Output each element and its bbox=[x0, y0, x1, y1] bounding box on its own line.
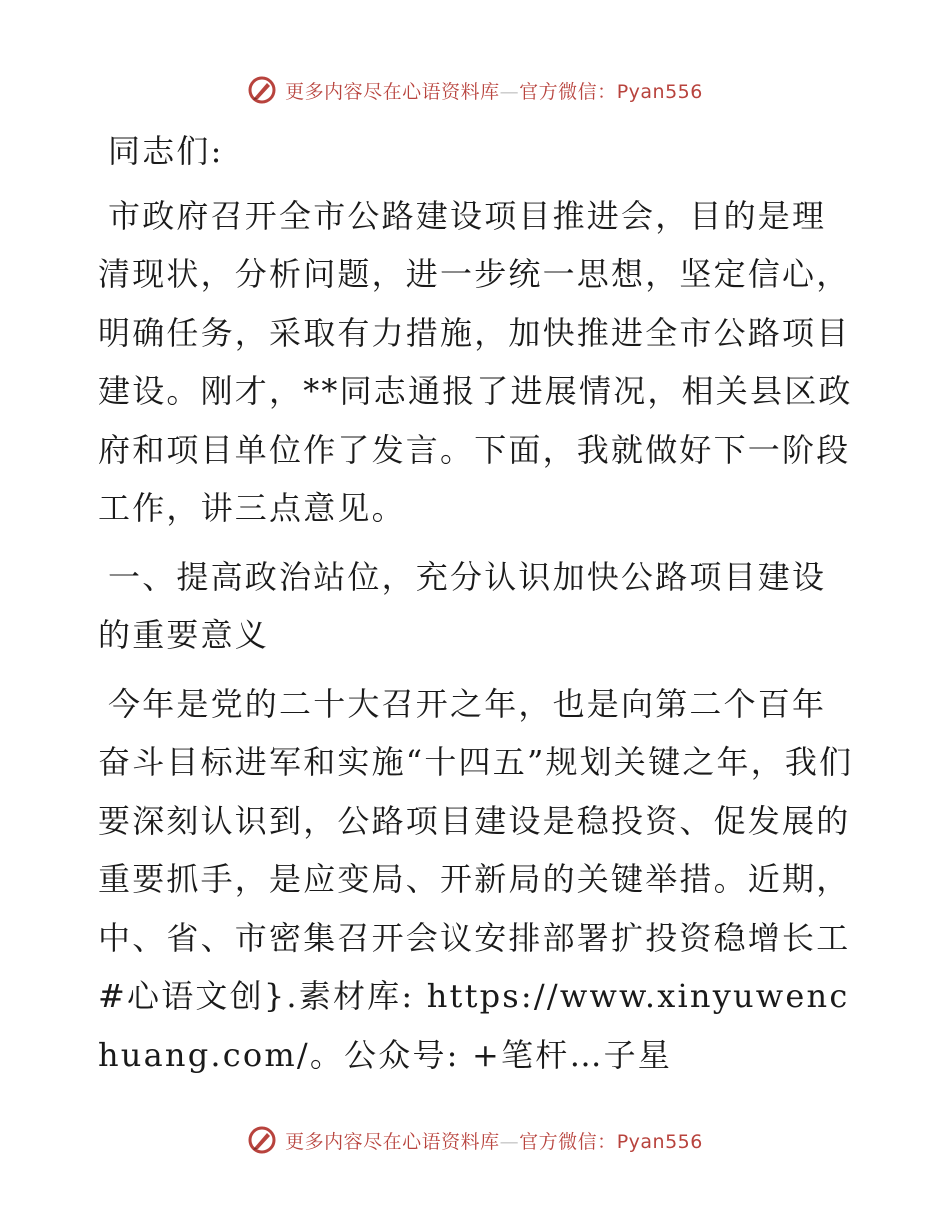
watermark-separator: — bbox=[499, 1130, 520, 1153]
watermark-separator: — bbox=[499, 80, 520, 103]
watermark-account-id: Pyan556 bbox=[616, 1130, 703, 1153]
header-watermark bbox=[0, 70, 950, 110]
pen-logo-icon bbox=[247, 1125, 277, 1155]
watermark-account-id: Pyan556 bbox=[616, 80, 703, 103]
paragraph-intro: 市政府召开全市公路建设项目推进会，目的是理清现状，分析问题，进一步统一思想，坚定信心，明确任务，采取有力措施，加快推进全市公路项目建设。刚才，**同志通报了进展情况，相关县区政府和项目单位作了发言。下面，我就做好下一阶段工作，讲三点意见。 bbox=[98, 196, 853, 527]
watermark-brand: 更多内容尽在心语资料库 bbox=[285, 1130, 500, 1153]
watermark-text bbox=[285, 1127, 703, 1154]
footer-watermark bbox=[0, 1120, 950, 1160]
watermark-account-label: 官方微信： bbox=[519, 1130, 617, 1153]
watermark-text bbox=[285, 77, 703, 104]
salutation: 同志们: bbox=[108, 132, 224, 170]
pen-logo-icon bbox=[247, 75, 277, 105]
paragraph-body: 今年是党的二十大召开之年，也是向第二个百年奋斗目标进军和实施“十四五”规划关键之年，我们要深刻认识到，公路项目建设是稳投资、促发展的重要抓手，是应变局、开新局的关键举措。近期，中、省、市密集召开会议安排部署扩投资稳增长工#心语文创}.素材库: https://www.xinyuwenchuang.com/。公众号: +笔杆…子星 bbox=[98, 684, 854, 1074]
section-heading: 一、提高政治站位，充分认识加快公路项目建设的重要意义 bbox=[98, 557, 827, 654]
document-body bbox=[98, 122, 858, 1094]
watermark-account-label: 官方微信： bbox=[519, 80, 617, 103]
watermark-brand: 更多内容尽在心语资料库 bbox=[285, 80, 500, 103]
